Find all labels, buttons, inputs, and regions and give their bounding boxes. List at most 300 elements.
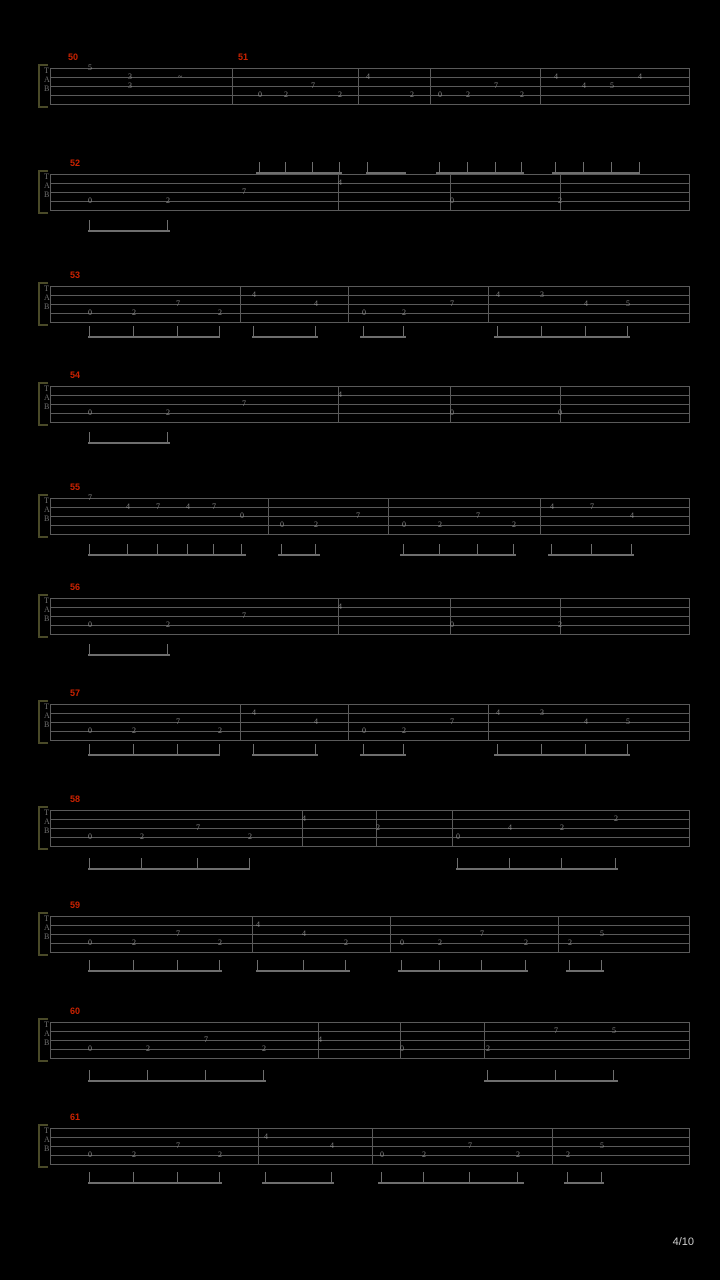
measure-number: 59 [70,900,81,910]
beam [484,1080,618,1082]
staff-line [50,616,690,617]
note-stem [467,162,468,172]
note-stem [89,1172,90,1182]
fret-number: 4 [338,390,342,399]
staff-line [50,916,690,917]
staff-line [50,386,690,387]
tab-clef-letter: A [44,181,50,190]
fret-number: 4 [496,290,500,299]
note-stem [89,960,90,970]
staff-line [50,704,690,705]
fret-number: 0 [88,196,92,205]
bar-line [388,498,389,535]
fret-number: 2 [402,726,406,735]
note-stem [517,1172,518,1182]
fret-number: 0 [88,1044,92,1053]
note-stem [497,744,498,754]
staff-line [50,313,690,314]
fret-number: 0 [450,408,454,417]
beam [252,754,318,756]
measure-number: 52 [70,158,81,168]
fret-number: 0 [380,1150,384,1159]
beam [88,754,220,756]
tab-clef-letter: A [44,711,50,720]
fret-number: 7 [311,81,315,90]
fret-number: 2 [524,938,528,947]
staff-line [50,422,690,423]
fret-number: 2 [402,308,406,317]
note-stem [177,744,178,754]
staff-line [50,498,690,499]
tab-clef-letter: T [44,1020,49,1029]
fret-number: 7 [176,717,180,726]
fret-number: 2 [132,1150,136,1159]
fret-number: 2 [438,520,442,529]
note-stem [219,1172,220,1182]
note-stem [281,544,282,554]
fret-number: 2 [166,408,170,417]
note-stem [585,326,586,336]
fret-number: 0 [362,726,366,735]
staff-line [50,68,690,69]
fret-number: 2 [132,938,136,947]
beam [278,554,320,556]
note-stem [257,960,258,970]
note-stem [89,744,90,754]
tab-staff [50,810,690,846]
measure-number: 54 [70,370,81,380]
tab-clef-letter: T [44,66,49,75]
note-stem [423,1172,424,1182]
note-stem [403,544,404,554]
bar-line [689,1022,690,1059]
note-stem [177,1172,178,1182]
staff-line [50,1058,690,1059]
page-number: 4/10 [672,1236,694,1248]
fret-number: 0 [88,408,92,417]
staff-line [50,952,690,953]
bar-line [50,386,51,423]
tab-clef-letter: T [44,284,49,293]
note-stem [133,744,134,754]
fret-number: 7 [176,1141,180,1150]
staff-line [50,525,690,526]
fret-number: 4 [318,1035,322,1044]
staff-line [50,598,690,599]
fret-number: 2 [410,90,414,99]
note-stem [497,326,498,336]
fret-number: 4 [264,1132,268,1141]
note-stem [439,162,440,172]
beam [494,336,630,338]
beam [378,1182,524,1184]
measure-number: 61 [70,1112,81,1122]
note-stem [601,1172,602,1182]
note-stem [541,744,542,754]
bar-line [372,1128,373,1165]
note-stem [509,858,510,868]
beam [262,1182,334,1184]
staff-line [50,810,690,811]
beam [88,442,170,444]
fret-number: 2 [512,520,516,529]
tab-clef-letter: T [44,1126,49,1135]
fret-number: 2 [314,520,318,529]
fret-number: 2 [422,1150,426,1159]
staff-line [50,1164,690,1165]
fret-number: 2 [146,1044,150,1053]
fret-number: 2 [614,814,618,823]
bar-line [50,916,51,953]
fret-number: 4 [186,502,190,511]
note-stem [187,544,188,554]
tab-clef-letter: B [44,1144,50,1153]
fret-number: 2 [344,938,348,947]
note-stem [177,960,178,970]
note-stem [403,326,404,336]
fret-number: 0 [88,620,92,629]
note-stem [585,744,586,754]
fret-number: 4 [584,299,588,308]
staff-line [50,828,690,829]
tab-clef-letter: B [44,514,50,523]
measure-number: 55 [70,482,81,492]
tab-staff [50,1128,690,1164]
beam [88,970,222,972]
staff-line [50,174,690,175]
fret-number: 0 [240,511,244,520]
note-stem [611,162,612,172]
staff-line [50,819,690,820]
tab-clef-letter: A [44,505,50,514]
fret-number: 7 [480,929,484,938]
staff-line [50,837,690,838]
fret-number: 4 [550,502,554,511]
fret-number: 0 [400,1044,404,1053]
beam [88,868,250,870]
fret-number: 0 [88,832,92,841]
bar-line [450,174,451,211]
note-stem [439,544,440,554]
tab-clef-letter: B [44,826,50,835]
staff-line [50,304,690,305]
bar-line [240,286,241,323]
fret-number: 0 [456,832,460,841]
tab-clef-letter: A [44,393,50,402]
fret-number: 4 [252,290,256,299]
fret-number: 5 [88,63,92,72]
staff-line [50,534,690,535]
tab-staff [50,68,690,104]
fret-number: 7 [450,717,454,726]
fret-number: 5 [610,81,614,90]
fret-number: 7 [468,1141,472,1150]
bar-line [50,704,51,741]
staff-line [50,934,690,935]
note-stem [555,162,556,172]
fret-number: 5 [626,717,630,726]
fret-number: 2 [248,832,252,841]
bar-line [689,916,690,953]
staff-line [50,86,690,87]
fret-number: 2 [218,1150,222,1159]
fret-number: ~ [178,72,183,81]
fret-number: 7 [494,81,498,90]
fret-number: 4 [508,823,512,832]
note-stem [339,162,340,172]
fret-number: 7 [88,493,92,502]
tab-clef-letter: A [44,75,50,84]
tab-clef-letter: T [44,596,49,605]
bar-line [430,68,431,105]
note-stem [627,326,628,336]
fret-number: 2 [376,823,380,832]
note-stem [639,162,640,172]
beam [494,754,630,756]
fret-number: 0 [88,938,92,947]
bar-line [540,498,541,535]
note-stem [315,744,316,754]
measure-number: 58 [70,794,81,804]
fret-number: 2 [558,196,562,205]
bar-line [268,498,269,535]
beam [360,754,406,756]
bar-line [552,1128,553,1165]
staff-line [50,1137,690,1138]
fret-number: 3 [540,708,544,717]
note-stem [481,960,482,970]
note-stem [89,326,90,336]
measure-number: 53 [70,270,81,280]
bar-line [252,916,253,953]
beam [548,554,634,556]
measure-number: 60 [70,1006,81,1016]
note-stem [263,1070,264,1080]
staff-line [50,201,690,202]
note-stem [89,1070,90,1080]
note-stem [525,960,526,970]
note-stem [495,162,496,172]
bar-line [358,68,359,105]
tab-clef-letter: A [44,923,50,932]
note-stem [253,744,254,754]
fret-number: 3 [128,81,132,90]
bar-line [450,386,451,423]
note-stem [157,544,158,554]
fret-number: 2 [520,90,524,99]
staff-line [50,722,690,723]
note-stem [265,1172,266,1182]
tab-clef-letter: B [44,932,50,941]
beam [88,554,246,556]
bar-line [50,598,51,635]
fret-number: 2 [568,938,572,947]
tab-staff [50,386,690,422]
fret-number: 2 [218,938,222,947]
tab-clef-letter: A [44,293,50,302]
note-stem [89,432,90,442]
tab-clef-letter: T [44,702,49,711]
tab-clef-letter: A [44,1029,50,1038]
staff-line [50,95,690,96]
staff-line [50,713,690,714]
tab-clef-letter: B [44,190,50,199]
note-stem [541,326,542,336]
tab-clef-letter: T [44,496,49,505]
note-stem [315,544,316,554]
measure-number: 57 [70,688,81,698]
fret-number: 7 [356,511,360,520]
bar-line [348,704,349,741]
tab-staff [50,704,690,740]
bar-line [50,498,51,535]
staff-line [50,183,690,184]
bar-line [558,916,559,953]
staff-line [50,192,690,193]
fret-number: 0 [402,520,406,529]
fret-number: 0 [88,726,92,735]
bar-line [450,598,451,635]
staff-line [50,413,690,414]
bar-line [560,386,561,423]
note-stem [569,960,570,970]
fret-number: 3 [128,72,132,81]
fret-number: 7 [476,511,480,520]
fret-number: 2 [218,726,222,735]
bar-line [488,704,489,741]
note-stem [521,162,522,172]
bar-line [689,810,690,847]
note-stem [133,1172,134,1182]
staff-line [50,1031,690,1032]
fret-number: 2 [486,1044,490,1053]
note-stem [249,858,250,868]
note-stem [363,326,364,336]
bar-line [488,286,489,323]
beam [564,1182,604,1184]
beam [88,336,220,338]
note-stem [285,162,286,172]
fret-number: 7 [176,929,180,938]
fret-number: 4 [582,81,586,90]
note-stem [167,644,168,654]
fret-number: 4 [252,708,256,717]
fret-number: 4 [338,602,342,611]
staff-line [50,634,690,635]
bar-line [484,1022,485,1059]
note-stem [567,1172,568,1182]
fret-number: 2 [566,1150,570,1159]
bar-line [452,810,453,847]
note-stem [315,326,316,336]
bar-line [560,598,561,635]
note-stem [345,960,346,970]
note-stem [615,858,616,868]
note-stem [197,858,198,868]
beam [88,654,170,656]
staff-line [50,846,690,847]
staff-line [50,286,690,287]
note-stem [513,544,514,554]
note-stem [89,220,90,230]
bar-line [689,704,690,741]
fret-number: 0 [280,520,284,529]
staff-line [50,404,690,405]
staff-line [50,104,690,105]
fret-number: 7 [242,611,246,620]
note-stem [219,960,220,970]
staff-line [50,295,690,296]
fret-number: 7 [204,1035,208,1044]
fret-number: 4 [584,717,588,726]
note-stem [477,544,478,554]
bar-line [689,498,690,535]
fret-number: 2 [284,90,288,99]
fret-number: 5 [600,1141,604,1150]
fret-number: 5 [600,929,604,938]
tab-clef-letter: B [44,614,50,623]
staff-line [50,1128,690,1129]
note-stem [219,744,220,754]
note-stem [219,326,220,336]
tab-clef-letter: A [44,605,50,614]
tab-clef-letter: A [44,817,50,826]
note-stem [177,326,178,336]
bar-line [50,174,51,211]
fret-number: 7 [554,1026,558,1035]
bar-line [348,286,349,323]
note-stem [363,744,364,754]
note-stem [403,744,404,754]
bar-line [400,1022,401,1059]
fret-number: 2 [166,196,170,205]
bar-line [689,386,690,423]
bar-line [560,174,561,211]
note-stem [487,1070,488,1080]
fret-number: 7 [196,823,200,832]
staff-line [50,322,690,323]
note-stem [401,960,402,970]
fret-number: 0 [88,1150,92,1159]
fret-number: 4 [554,72,558,81]
tab-clef-letter: T [44,914,49,923]
note-stem [141,858,142,868]
fret-number: 0 [362,308,366,317]
beam [252,336,318,338]
fret-number: 4 [256,920,260,929]
note-stem [89,644,90,654]
fret-number: 5 [612,1026,616,1035]
tab-clef-letter: B [44,720,50,729]
bar-line [258,1128,259,1165]
fret-number: 2 [166,620,170,629]
note-stem [381,1172,382,1182]
fret-number: 4 [338,178,342,187]
fret-number: 7 [242,187,246,196]
fret-number: 4 [366,72,370,81]
bar-line [50,810,51,847]
bar-line [50,286,51,323]
staff-line [50,607,690,608]
fret-number: 0 [450,620,454,629]
staff-line [50,1155,690,1156]
beam [88,1182,222,1184]
note-stem [89,858,90,868]
staff-line [50,516,690,517]
tab-staff [50,174,690,210]
measure-number: 51 [238,52,249,62]
tab-clef-letter: T [44,384,49,393]
